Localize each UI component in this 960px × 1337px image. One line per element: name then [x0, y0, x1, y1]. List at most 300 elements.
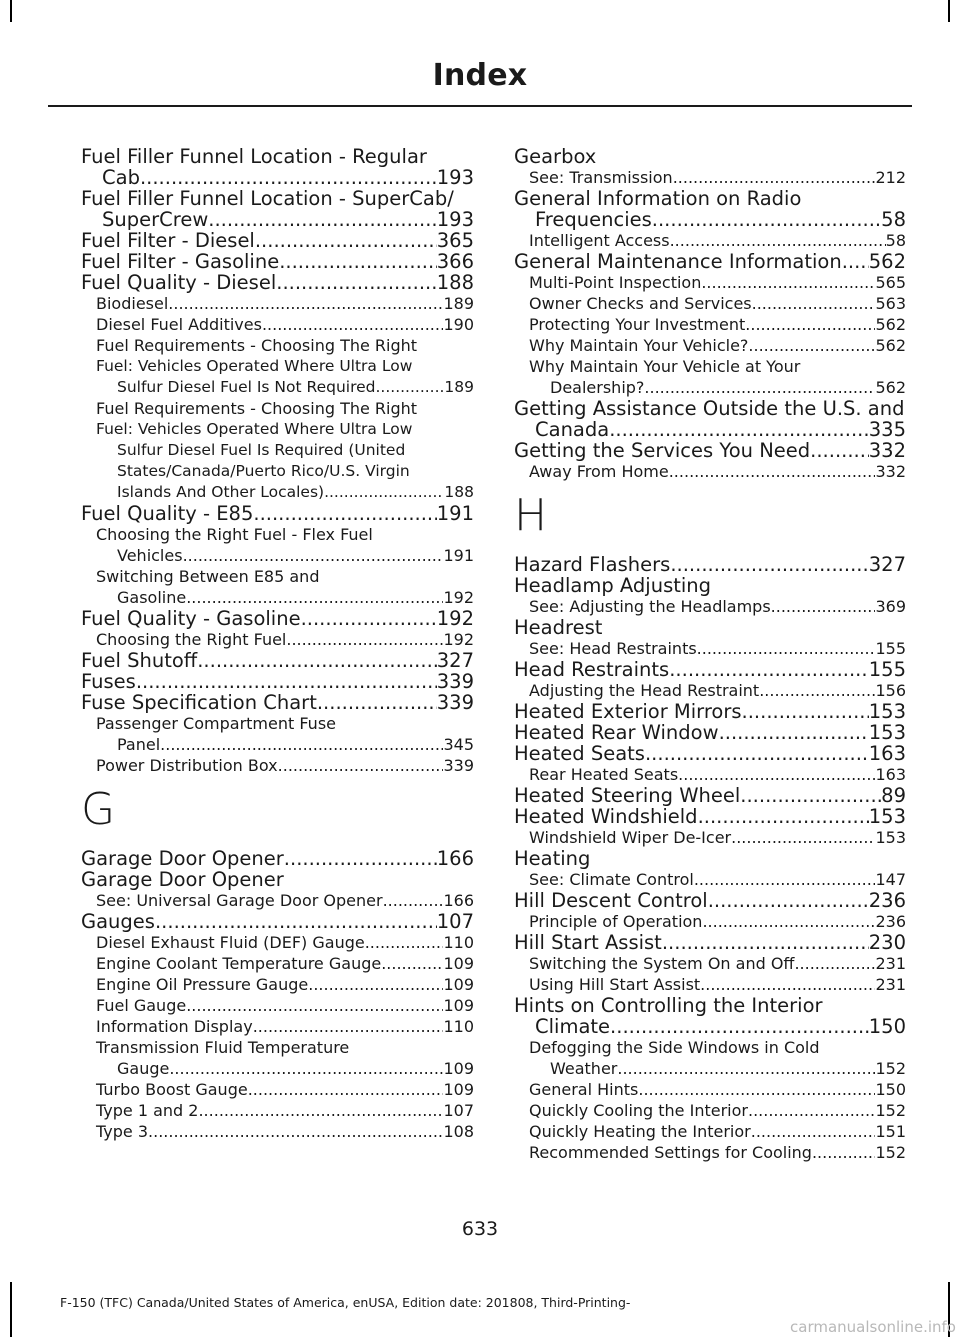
- page-ref: 231: [875, 975, 906, 994]
- entry-text: Fuel Filter - Diesel: [81, 229, 255, 252]
- page-ref: 192: [436, 607, 474, 630]
- dot-leader: [700, 974, 875, 995]
- entry-text: Diesel Fuel Additives: [96, 315, 262, 334]
- index-entry: [514, 272, 906, 293]
- dot-leader: [160, 734, 443, 755]
- dot-leader: [669, 461, 876, 482]
- entry-text: General Information on Radio: [514, 187, 802, 210]
- index-entry: [81, 251, 474, 272]
- entry-text: Windshield Wiper De-Icer: [529, 828, 732, 847]
- dot-leader: [365, 932, 444, 953]
- index-entry: [514, 251, 906, 272]
- index-entry: [81, 974, 474, 995]
- dot-leader: [731, 827, 875, 848]
- entry-text: Owner Checks and Services: [529, 294, 752, 313]
- index-entry: [514, 932, 906, 953]
- entry-text: Gauge: [117, 1059, 170, 1078]
- index-entry: [81, 692, 474, 713]
- entry-text: Adjusting the Head Restraint: [529, 681, 760, 700]
- entry-text: Gearbox: [514, 145, 597, 168]
- entry-text: Fuel Gauge: [96, 996, 187, 1015]
- index-entry: [81, 419, 474, 503]
- index-entry: [81, 995, 474, 1016]
- index-heading: [514, 848, 906, 869]
- page-ref: 151: [875, 1122, 906, 1141]
- dot-leader: [255, 230, 437, 251]
- index-entry: [514, 953, 906, 974]
- page-title: Index: [432, 58, 528, 93]
- entry-text: Power Distribution Box: [96, 756, 278, 775]
- entry-text: Using Hill Start Assist: [529, 975, 701, 994]
- entry-text: Heated Seats: [514, 742, 645, 765]
- index-entry: [514, 1121, 906, 1142]
- entry-text: Vehicles: [117, 546, 183, 565]
- dot-leader: [183, 545, 444, 566]
- page-ref: 189: [444, 378, 474, 396]
- page-ref: 108: [443, 1122, 474, 1141]
- index-entry: [81, 890, 474, 911]
- page-ref: 190: [443, 315, 474, 334]
- entry-text: See: Head Restraints: [529, 639, 697, 658]
- index-entry: [81, 524, 474, 566]
- index-entry: [514, 1037, 906, 1079]
- page-ref: 147: [875, 870, 906, 889]
- dot-leader: [186, 995, 443, 1016]
- dot-leader: [381, 953, 443, 974]
- index-entry: [514, 440, 906, 461]
- entry-text: Intelligent Access: [529, 231, 670, 250]
- page-ref: 109: [443, 975, 474, 994]
- dot-leader: [198, 1100, 443, 1121]
- index-entry: [514, 167, 906, 188]
- entry-text: See: Transmission: [529, 168, 673, 187]
- dot-leader: [197, 650, 437, 671]
- dot-leader: [375, 377, 444, 398]
- entry-text: Protecting Your Investment: [529, 315, 746, 334]
- entry-text: Type 1 and 2: [96, 1101, 199, 1120]
- entry-text: Principle of Operation: [529, 912, 703, 931]
- index-entry: [514, 596, 906, 617]
- entry-text: Turbo Boost Gauge: [96, 1080, 248, 1099]
- entry-text: See: Adjusting the Headlamps: [529, 597, 771, 616]
- page-ref: 332: [875, 462, 906, 481]
- dot-leader: [742, 701, 869, 722]
- index-entry: [81, 188, 474, 230]
- page-ref: 153: [868, 721, 906, 744]
- entry-text: Getting the Services You Need: [514, 439, 811, 462]
- dot-leader: [324, 482, 444, 503]
- entry-text: Engine Coolant Temperature Gauge: [96, 954, 382, 973]
- entry-text: Frequencies: [535, 208, 652, 231]
- page-ref: 155: [875, 639, 906, 658]
- page-ref: 236: [868, 889, 906, 912]
- dot-leader: [759, 680, 875, 701]
- dot-leader: [609, 419, 869, 440]
- dot-leader: [670, 230, 886, 251]
- dot-leader: [719, 722, 869, 743]
- page-ref: 150: [875, 1080, 906, 1099]
- page-ref: 565: [875, 273, 906, 292]
- entry-text: Transmission Fluid Temperature: [96, 1038, 350, 1057]
- entry-text: Rear Heated Seats: [529, 765, 679, 784]
- entry-text: Fuses: [81, 670, 136, 693]
- index-entry: [514, 785, 906, 806]
- entry-text: Gauges: [81, 910, 155, 933]
- index-entry: [81, 1016, 474, 1037]
- entry-text: Passenger Compartment Fuse: [96, 714, 336, 733]
- page-ref: 332: [868, 439, 906, 462]
- index-entry: [514, 293, 906, 314]
- entry-text: Fuel: Vehicles Operated Where Ultra Low: [96, 357, 413, 375]
- entry-text: Why Maintain Your Vehicle at Your: [529, 357, 801, 376]
- entry-text: Gasoline: [117, 588, 187, 607]
- entry-text: Headlamp Adjusting: [514, 574, 712, 597]
- page-ref: 562: [868, 250, 906, 273]
- dot-leader: [155, 911, 437, 932]
- dot-leader: [748, 335, 875, 356]
- crop-mark-top-right: [948, 0, 950, 22]
- title-rule: [48, 105, 912, 107]
- entry-text: Defogging the Side Windows in Cold: [529, 1038, 820, 1057]
- page-ref: 236: [875, 912, 906, 931]
- index-entry: [514, 680, 906, 701]
- page-ref: 166: [436, 847, 474, 870]
- page-ref: 156: [875, 681, 906, 700]
- dot-leader: [673, 167, 876, 188]
- index-heading: [514, 146, 906, 167]
- entry-text: Fuel Filter - Gasoline: [81, 250, 280, 273]
- dot-leader: [308, 974, 443, 995]
- page-ref: 107: [443, 1101, 474, 1120]
- index-entry: [514, 974, 906, 995]
- dot-leader: [169, 1058, 443, 1079]
- index-entry: [81, 953, 474, 974]
- dot-leader: [752, 293, 876, 314]
- page-ref: 152: [875, 1143, 906, 1162]
- page-ref: 193: [436, 208, 474, 231]
- entry-text: Fuel Quality - Gasoline: [81, 607, 301, 630]
- page-ref: 339: [436, 691, 474, 714]
- entry-text: Fuel Filler Funnel Location - Regular: [81, 145, 427, 168]
- entry-text: Engine Oil Pressure Gauge: [96, 975, 309, 994]
- index-entry: [81, 398, 474, 419]
- index-entry: [81, 314, 474, 335]
- index-heading: [514, 617, 906, 638]
- entry-text: States/Canada/Puerto Rico/U.S. Virgin: [117, 462, 410, 480]
- index-entry: [81, 650, 474, 671]
- dot-leader: [276, 272, 437, 293]
- entry-text: Dealership?: [550, 378, 645, 397]
- dot-leader: [694, 869, 876, 890]
- page-ref: 153: [868, 700, 906, 723]
- entry-text: Hazard Flashers: [514, 553, 671, 576]
- index-column-right: [514, 146, 906, 1163]
- entry-text: Switching the System On and Off: [529, 954, 795, 973]
- entry-text: Fuel Quality - E85: [81, 502, 254, 525]
- footer-text: F-150 (TFC) Canada/United States of America, enUSA, Edition date: 201808, Third-Printing-: [60, 1295, 631, 1310]
- dot-leader: [279, 251, 437, 272]
- dot-leader: [186, 587, 443, 608]
- entry-text: Biodiesel: [96, 294, 169, 313]
- index-entry: [514, 722, 906, 743]
- index-entry: [514, 638, 906, 659]
- index-entry: [81, 335, 474, 356]
- dot-leader: [670, 554, 868, 575]
- dot-leader: [278, 755, 444, 776]
- page-ref: 189: [443, 294, 474, 313]
- dot-leader: [262, 314, 444, 335]
- page-ref: 89: [881, 784, 906, 807]
- page-ref: 58: [885, 231, 906, 250]
- dot-leader: [645, 743, 869, 764]
- index-entry: [81, 1121, 474, 1142]
- page-ref: 166: [443, 891, 474, 910]
- section-letter: G: [81, 784, 116, 835]
- index-entry: [81, 1037, 474, 1079]
- index-entry: [81, 629, 474, 650]
- entry-text: Fuse Specification Chart: [81, 691, 317, 714]
- page-ref: 150: [868, 1015, 906, 1038]
- page-ref: 163: [868, 742, 906, 765]
- dot-leader: [610, 1016, 869, 1037]
- index-entry: [514, 356, 906, 398]
- page-ref: 193: [436, 166, 474, 189]
- entry-text: Sulfur Diesel Fuel Is Not Required: [117, 378, 376, 396]
- dot-leader: [745, 314, 875, 335]
- entry-text: See: Climate Control: [529, 870, 694, 889]
- index-entry: [81, 608, 474, 629]
- index-entry: [514, 806, 906, 827]
- index-entry: [81, 503, 474, 524]
- entry-text: General Hints: [529, 1080, 639, 1099]
- index-heading: [81, 869, 474, 890]
- dot-leader: [248, 1079, 444, 1100]
- entry-text: Islands And Other Locales): [117, 483, 325, 501]
- index-entry: [514, 701, 906, 722]
- dot-leader: [652, 209, 881, 230]
- index-entry: [81, 293, 474, 314]
- page-ref: 153: [868, 805, 906, 828]
- entry-text: Canada: [535, 418, 610, 441]
- dot-leader: [148, 1121, 443, 1142]
- page-ref: 327: [868, 553, 906, 576]
- entry-text: Type 3: [96, 1122, 149, 1141]
- dot-leader: [638, 1079, 875, 1100]
- dot-leader: [842, 251, 869, 272]
- index-entry: [514, 743, 906, 764]
- entry-text: Getting Assistance Outside the U.S. and: [514, 397, 905, 420]
- entry-text: Heated Exterior Mirrors: [514, 700, 742, 723]
- entry-text: Away From Home: [529, 462, 669, 481]
- page-ref: 212: [875, 168, 906, 187]
- index-entry: [514, 188, 906, 230]
- index-entry: [514, 335, 906, 356]
- entry-text: General Maintenance Information: [514, 250, 842, 273]
- index-entry: [81, 272, 474, 293]
- dot-leader: [317, 692, 437, 713]
- index-entry: [514, 461, 906, 482]
- entry-text: Climate: [535, 1015, 611, 1038]
- index-entry: [514, 314, 906, 335]
- entry-text: Information Display: [96, 1017, 253, 1036]
- page-ref: 563: [875, 294, 906, 313]
- page-ref: 366: [436, 250, 474, 273]
- entry-text: Fuel Requirements - Choosing The Right: [96, 336, 418, 355]
- dot-leader: [794, 953, 875, 974]
- dot-leader: [140, 167, 437, 188]
- page-ref: 339: [443, 756, 474, 775]
- index-column-left: [81, 146, 474, 1142]
- dot-leader: [617, 1058, 875, 1079]
- page-ref: 109: [443, 1059, 474, 1078]
- page-ref: 230: [868, 931, 906, 954]
- entry-text: Sulfur Diesel Fuel Is Required (United: [117, 441, 406, 459]
- index-entry: [514, 230, 906, 251]
- dot-leader: [702, 911, 875, 932]
- entry-text: Diesel Exhaust Fluid (DEF) Gauge: [96, 933, 365, 952]
- entry-text: Head Restraints: [514, 658, 670, 681]
- index-entry: [514, 554, 906, 575]
- page-ref: 152: [875, 1101, 906, 1120]
- page-ref: 339: [436, 670, 474, 693]
- dot-leader: [708, 890, 869, 911]
- entry-text: Headrest: [514, 616, 603, 639]
- entry-text: Weather: [550, 1059, 618, 1078]
- entry-text: See: Universal Garage Door Opener: [96, 891, 383, 910]
- dot-leader: [168, 293, 443, 314]
- index-entry: [81, 566, 474, 608]
- page-ref: 345: [443, 735, 474, 754]
- index-entry: [514, 995, 906, 1037]
- index-entry: [81, 932, 474, 953]
- entry-text: Fuel Quality - Diesel: [81, 271, 277, 294]
- index-entry: [81, 356, 474, 398]
- page-ref: 231: [875, 954, 906, 973]
- index-entry: [514, 398, 906, 440]
- index-entry: [514, 1142, 906, 1163]
- index-entry: [514, 890, 906, 911]
- page-ref: 562: [875, 378, 906, 397]
- dot-leader: [697, 638, 876, 659]
- index-entry: [81, 671, 474, 692]
- entry-text: Switching Between E85 and: [96, 567, 320, 586]
- page-ref: 109: [443, 954, 474, 973]
- page-ref: 192: [443, 630, 474, 649]
- index-entry: [514, 1079, 906, 1100]
- page-ref: 163: [875, 765, 906, 784]
- dot-leader: [740, 785, 881, 806]
- dot-leader: [771, 596, 876, 617]
- page-ref: 153: [875, 828, 906, 847]
- index-entry: [514, 869, 906, 890]
- entry-text: Hill Start Assist: [514, 931, 662, 954]
- dot-leader: [208, 209, 436, 230]
- page-ref: 191: [436, 502, 474, 525]
- entry-text: Garage Door Opener: [81, 847, 284, 870]
- entry-text: Fuel Requirements - Choosing The Right: [96, 399, 418, 418]
- dot-leader: [662, 932, 869, 953]
- dot-leader: [253, 503, 436, 524]
- index-entry: [81, 755, 474, 776]
- entry-text: Garage Door Opener: [81, 868, 284, 891]
- entry-text: Quickly Cooling the Interior: [529, 1101, 748, 1120]
- index-entry: [81, 230, 474, 251]
- entry-text: Why Maintain Your Vehicle?: [529, 336, 749, 355]
- page-ref: 192: [443, 588, 474, 607]
- dot-leader: [253, 1016, 444, 1037]
- page-ref: 152: [875, 1059, 906, 1078]
- dot-leader: [284, 848, 437, 869]
- page-ref: 110: [443, 933, 474, 952]
- entry-text: Multi-Point Inspection: [529, 273, 702, 292]
- dot-leader: [286, 629, 443, 650]
- page-ref: 109: [443, 996, 474, 1015]
- entry-text: Hints on Controlling the Interior: [514, 994, 823, 1017]
- dot-leader: [669, 659, 869, 680]
- dot-leader: [812, 1142, 875, 1163]
- dot-leader: [383, 890, 444, 911]
- entry-text: Choosing the Right Fuel: [96, 630, 287, 649]
- crop-mark-bottom-left: [10, 1282, 12, 1337]
- index-heading: [514, 575, 906, 596]
- page-ref: 562: [875, 336, 906, 355]
- page-ref: 327: [436, 649, 474, 672]
- page-ref: 58: [881, 208, 906, 231]
- page-ref: 110: [443, 1017, 474, 1036]
- entry-text: Fuel Filler Funnel Location - SuperCab/: [81, 187, 454, 210]
- index-entry: [514, 827, 906, 848]
- entry-text: Heating: [514, 847, 591, 870]
- index-entry: [514, 764, 906, 785]
- entry-text: Fuel Shutoff: [81, 649, 198, 672]
- dot-leader: [701, 272, 875, 293]
- entry-text: Heated Steering Wheel: [514, 784, 741, 807]
- index-entry: [81, 911, 474, 932]
- dot-leader: [698, 806, 869, 827]
- entry-text: Cab: [102, 166, 140, 189]
- page-ref: 109: [443, 1080, 474, 1099]
- index-entry: [81, 848, 474, 869]
- index-entry: [514, 1100, 906, 1121]
- watermark: carmanualsonline.info: [790, 1318, 956, 1336]
- entry-text: Fuel: Vehicles Operated Where Ultra Low: [96, 420, 413, 438]
- page-ref: 107: [436, 910, 474, 933]
- entry-text: Heated Windshield: [514, 805, 698, 828]
- dot-leader: [810, 440, 869, 461]
- dot-leader: [678, 764, 875, 785]
- page-ref: 155: [868, 658, 906, 681]
- index-entry: [514, 911, 906, 932]
- entry-text: SuperCrew: [102, 208, 209, 231]
- page-ref: 191: [443, 546, 474, 565]
- entry-text: Choosing the Right Fuel - Flex Fuel: [96, 525, 373, 544]
- entry-text: Quickly Heating the Interior: [529, 1122, 751, 1141]
- entry-text: Hill Descent Control: [514, 889, 708, 912]
- index-entry: [81, 1100, 474, 1121]
- entry-text: Panel: [117, 735, 161, 754]
- entry-text: Recommended Settings for Cooling: [529, 1143, 812, 1162]
- page-ref: 562: [875, 315, 906, 334]
- page-ref: 188: [444, 483, 474, 501]
- index-entry: [81, 713, 474, 755]
- index-entry: [81, 146, 474, 188]
- dot-leader: [301, 608, 437, 629]
- page-ref: 365: [436, 229, 474, 252]
- section-letter: H: [514, 490, 548, 541]
- dot-leader: [748, 1100, 875, 1121]
- page-ref: 369: [875, 597, 906, 616]
- crop-mark-top-left: [10, 0, 12, 22]
